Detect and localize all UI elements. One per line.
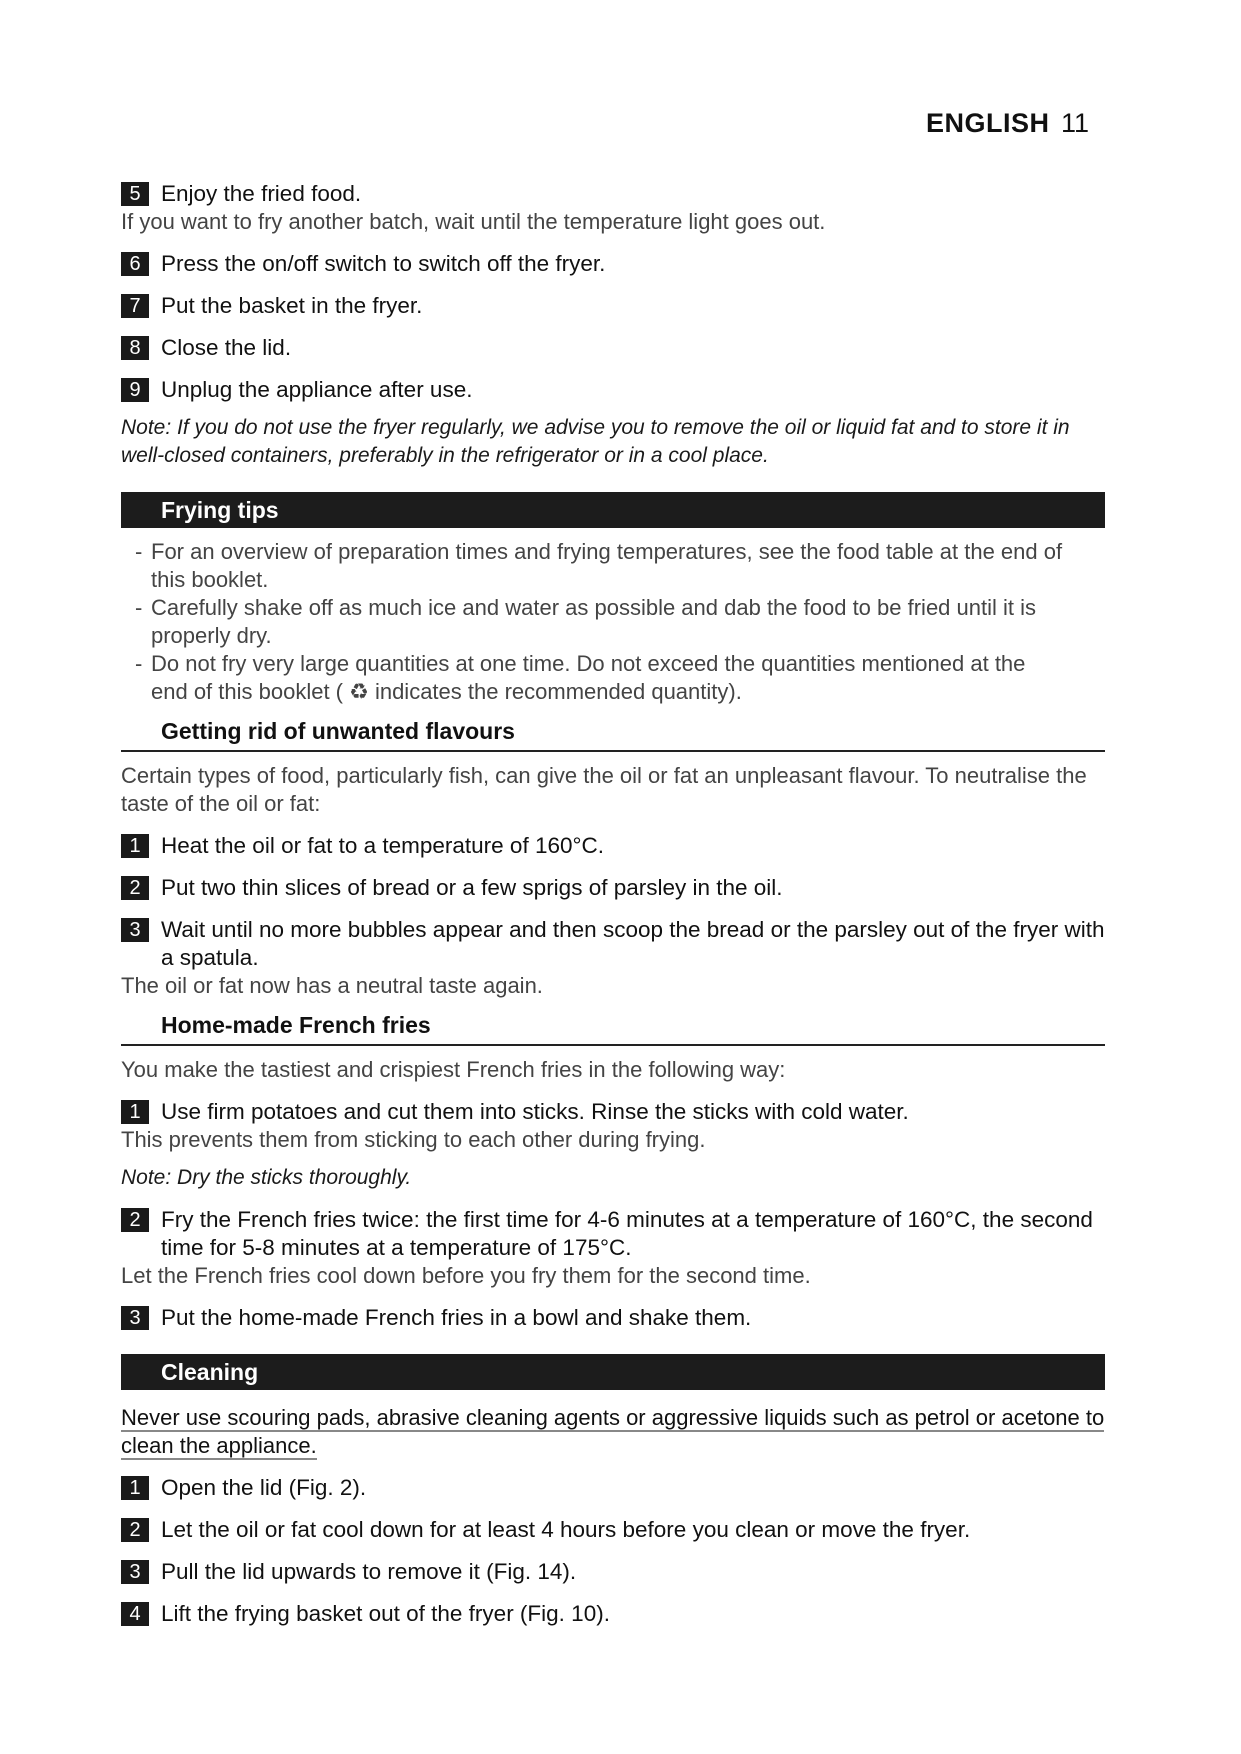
step-number: 4 bbox=[121, 1602, 149, 1626]
step-number: 1 bbox=[121, 834, 149, 858]
tip-item: - Carefully shake off as much ice and water as possible and dab the food to be fried until it is properly dry. bbox=[135, 594, 1105, 650]
step-number: 7 bbox=[121, 294, 149, 318]
step-subtext: Let the French fries cool down before you fry them for the second time. bbox=[121, 1263, 811, 1288]
warning-text: Never use scouring pads, abrasive cleaning agents or aggressive liquids such as petrol or acetone to clean the appliance. bbox=[121, 1405, 1105, 1458]
fries-step-3 bbox=[121, 1304, 1105, 1332]
flavours-step-1 bbox=[121, 832, 1105, 860]
step-number: 8 bbox=[121, 336, 149, 360]
step-text: Wait until no more bubbles appear and then scoop the bread or the parsley out of the fryer with a spatula. bbox=[161, 917, 1105, 970]
step-8 bbox=[121, 334, 1105, 362]
step-number: 5 bbox=[121, 182, 149, 206]
step-text: Put the home-made French fries in a bowl and shake them. bbox=[161, 1305, 752, 1330]
page-number: 11 bbox=[1060, 108, 1089, 138]
language-label: ENGLISH bbox=[925, 108, 1050, 138]
page-content bbox=[121, 180, 1105, 1628]
fries-step-2 bbox=[121, 1206, 1105, 1262]
step-6 bbox=[121, 250, 1105, 278]
tip-text: Do not fry very large quantities at one time. Do not exceed the quantities mentioned at the end of this booklet ( ♻ indicates the recommended quantity). bbox=[151, 651, 1026, 704]
step-number: 9 bbox=[121, 378, 149, 402]
step-number: 6 bbox=[121, 252, 149, 276]
page-header bbox=[926, 108, 1089, 139]
step-text: Put two thin slices of bread or a few sprigs of parsley in the oil. bbox=[161, 875, 783, 900]
step-number: 3 bbox=[121, 1560, 149, 1584]
step-text: Close the lid. bbox=[161, 335, 292, 360]
subheading-french-fries: Home-made French fries bbox=[121, 1008, 1105, 1046]
step-text: Pull the lid upwards to remove it (Fig. 14). bbox=[161, 1559, 577, 1584]
tip-item: - Do not fry very large quantities at one time. Do not exceed the quantities mentioned at the end of this booklet ( ♻ indicates the recommended quantity). bbox=[135, 650, 1105, 706]
cleaning-step-1 bbox=[121, 1474, 1105, 1502]
cleaning-step-2 bbox=[121, 1516, 1105, 1544]
fries-step-1 bbox=[121, 1098, 1105, 1126]
tip-item: - For an overview of preparation times and frying temperatures, see the food table at the end of this booklet. bbox=[135, 538, 1105, 594]
section-banner-frying-tips: Frying tips bbox=[121, 492, 1105, 528]
step-5 bbox=[121, 180, 1105, 208]
fries-note: Note: Dry the sticks thoroughly. bbox=[121, 1166, 412, 1189]
step-number: 3 bbox=[121, 918, 149, 942]
step-number: 2 bbox=[121, 1208, 149, 1232]
flavours-outro: The oil or fat now has a neutral taste again. bbox=[121, 973, 543, 998]
frying-tips-list bbox=[121, 538, 1105, 706]
step-text: Open the lid (Fig. 2). bbox=[161, 1475, 367, 1500]
tip-text: Carefully shake off as much ice and water as possible and dab the food to be fried until it is properly dry. bbox=[151, 595, 1036, 648]
step-text: Enjoy the fried food. bbox=[161, 181, 362, 206]
step-7 bbox=[121, 292, 1105, 320]
step-number: 2 bbox=[121, 876, 149, 900]
section-banner-cleaning: Cleaning bbox=[121, 1354, 1105, 1390]
step-text: Let the oil or fat cool down for at least 4 hours before you clean or move the fryer. bbox=[161, 1517, 971, 1542]
step-subtext: This prevents them from sticking to each other during frying. bbox=[121, 1127, 706, 1152]
flavours-step-2 bbox=[121, 874, 1105, 902]
step-number: 1 bbox=[121, 1476, 149, 1500]
cleaning-warning bbox=[121, 1404, 1105, 1460]
step-number: 1 bbox=[121, 1100, 149, 1124]
step-number: 3 bbox=[121, 1306, 149, 1330]
step-number: 2 bbox=[121, 1518, 149, 1542]
step-text: Lift the frying basket out of the fryer (Fig. 10). bbox=[161, 1601, 610, 1626]
step-text: Fry the French fries twice: the first time for 4-6 minutes at a temperature of 160°C, the second time for 5-8 minutes at a temperature of 175°C. bbox=[161, 1207, 1093, 1260]
step-text: Unplug the appliance after use. bbox=[161, 377, 473, 402]
step-9 bbox=[121, 376, 1105, 404]
storage-note: Note: If you do not use the fryer regularly, we advise you to remove the oil or liquid fat and to store it in well-closed containers, preferably in the refrigerator or in a cool place. bbox=[121, 416, 1070, 467]
step-subtext: If you want to fry another batch, wait until the temperature light goes out. bbox=[121, 209, 826, 234]
cleaning-step-4 bbox=[121, 1600, 1105, 1628]
cleaning-step-3 bbox=[121, 1558, 1105, 1586]
step-text: Heat the oil or fat to a temperature of 160°C. bbox=[161, 833, 604, 858]
step-text: Use firm potatoes and cut them into sticks. Rinse the sticks with cold water. bbox=[161, 1099, 909, 1124]
fries-intro: You make the tastiest and crispiest French fries in the following way: bbox=[121, 1057, 786, 1082]
subheading-flavours: Getting rid of unwanted flavours bbox=[121, 714, 1105, 752]
step-text: Press the on/off switch to switch off the fryer. bbox=[161, 251, 606, 276]
flavours-step-3 bbox=[121, 916, 1105, 972]
tip-text: For an overview of preparation times and frying temperatures, see the food table at the end of this booklet. bbox=[151, 539, 1063, 592]
step-text: Put the basket in the fryer. bbox=[161, 293, 423, 318]
flavours-intro: Certain types of food, particularly fish, can give the oil or fat an unpleasant flavour. To neutralise the taste of the oil or fat: bbox=[121, 763, 1087, 816]
